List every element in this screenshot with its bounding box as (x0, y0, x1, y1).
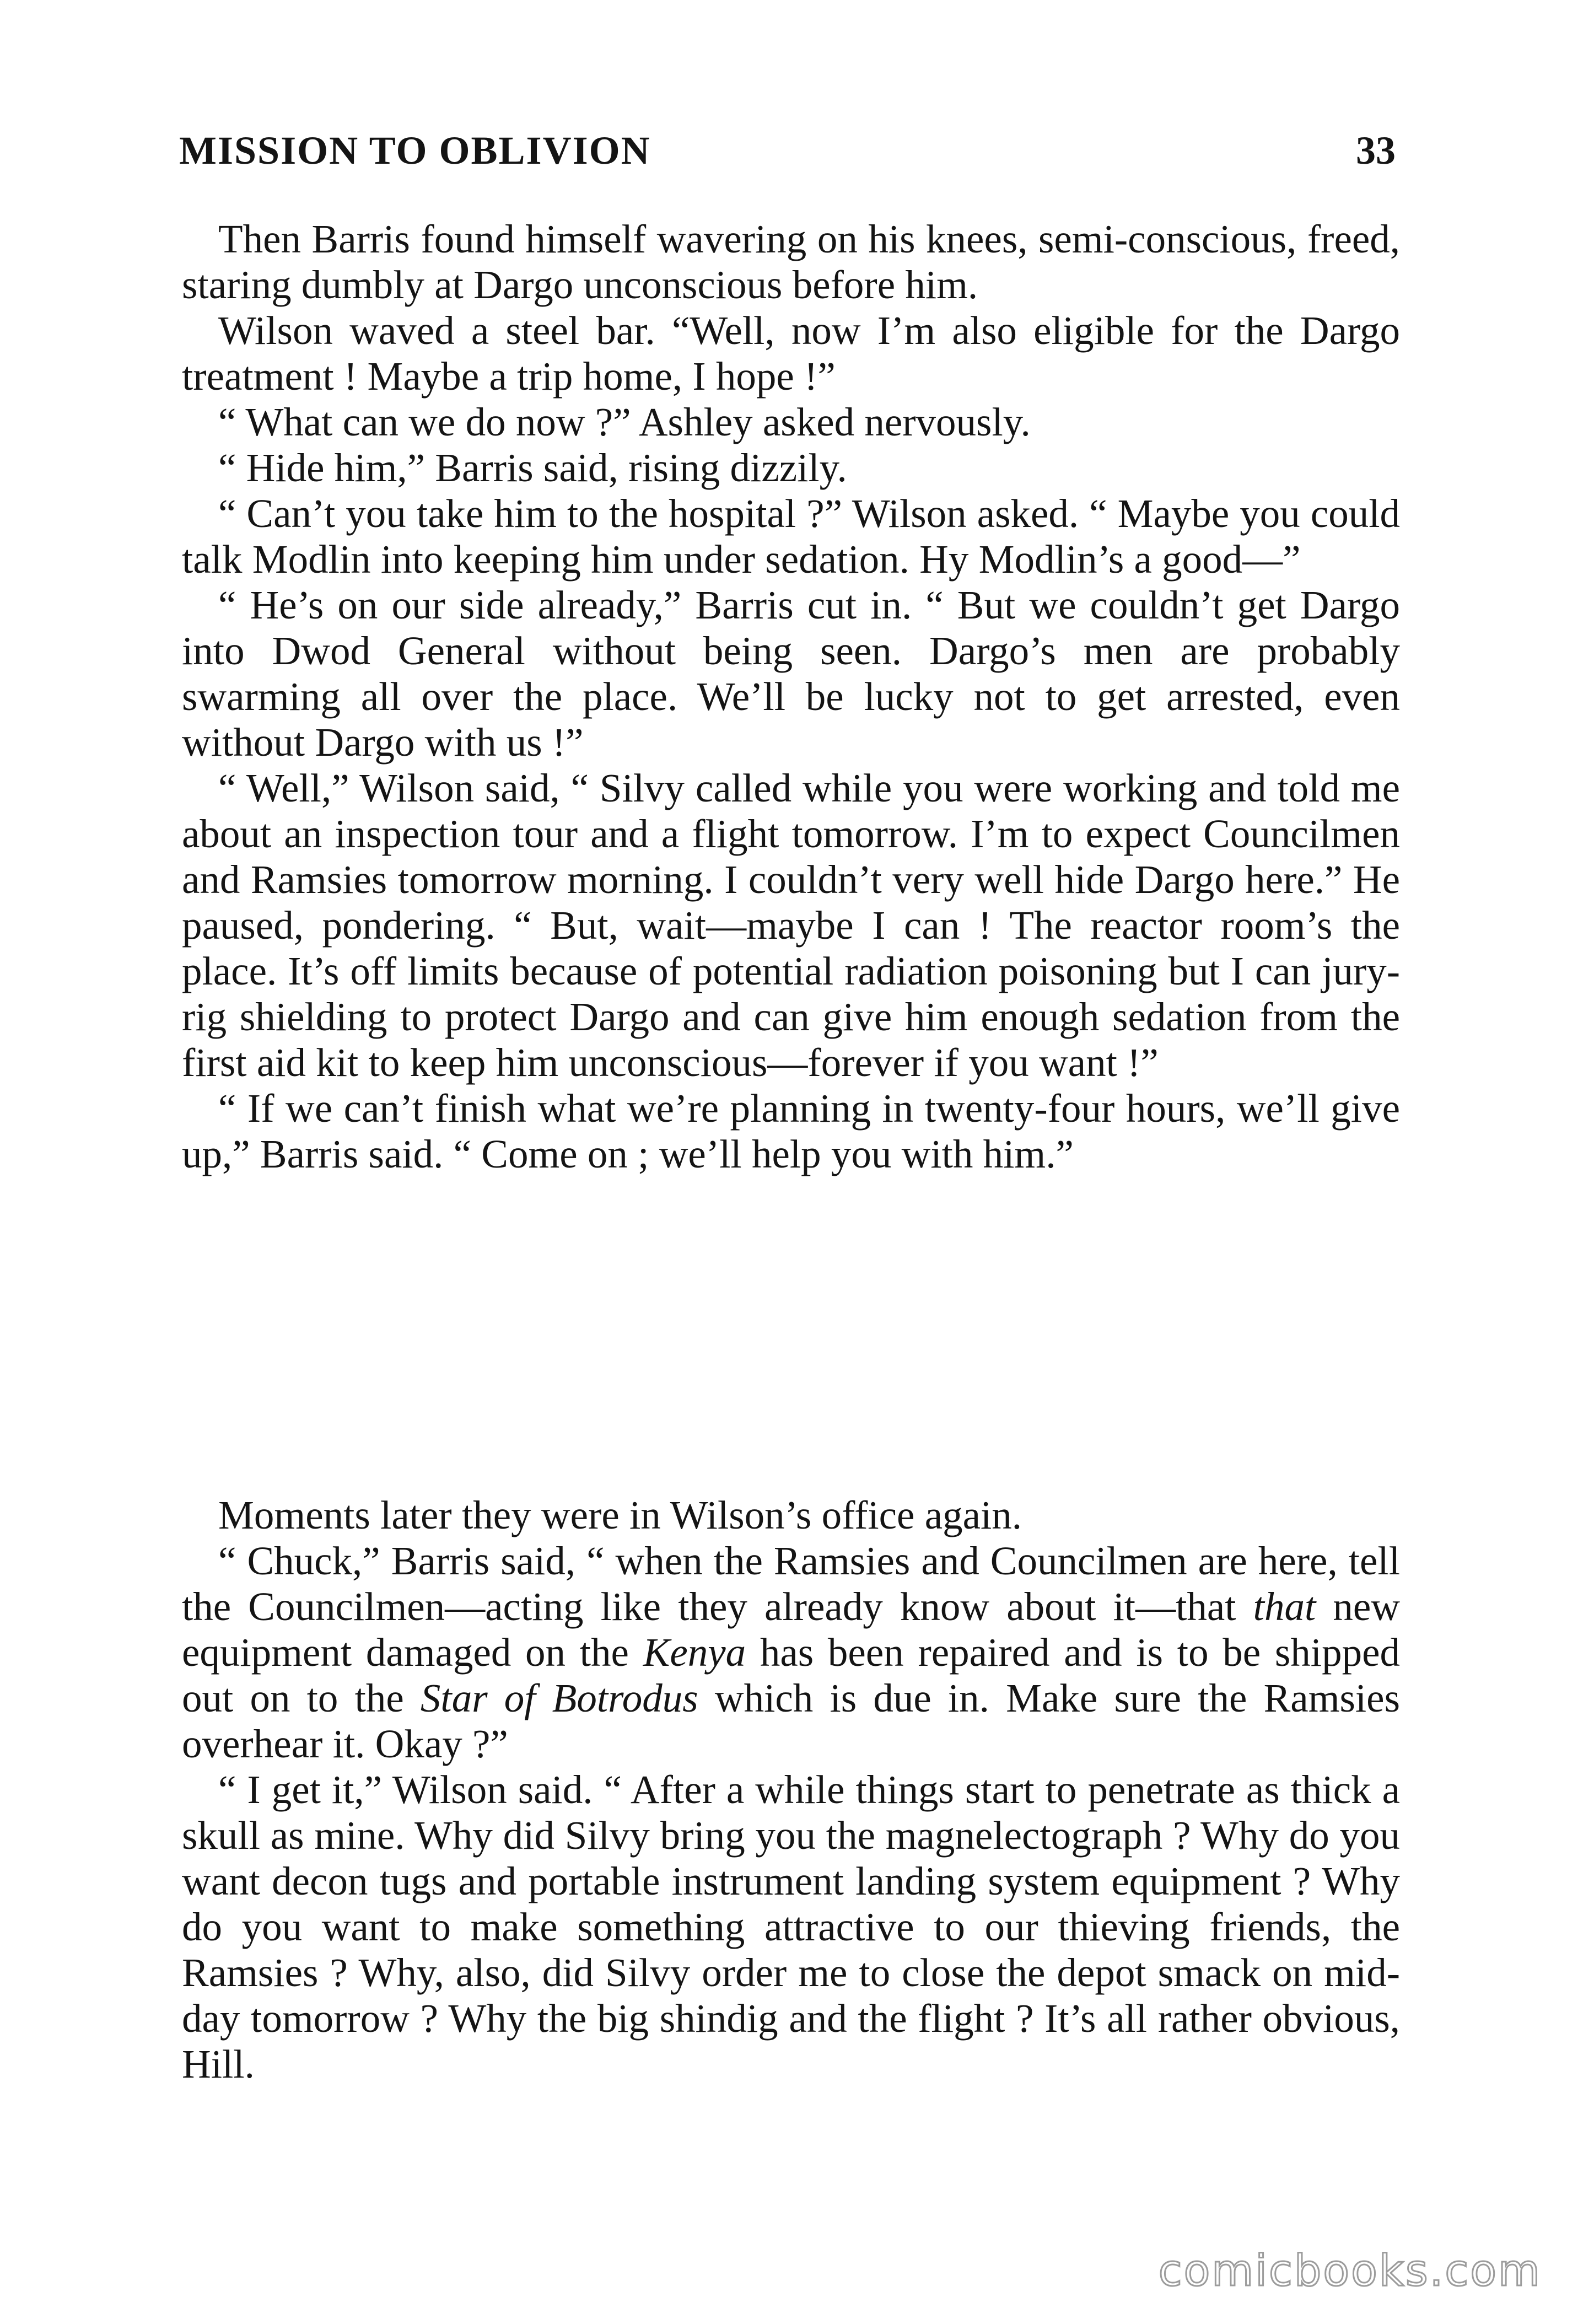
text-section-1 (182, 216, 1400, 1177)
paragraph: “ What can we do now ?” Ashley asked nervously. (218, 400, 1031, 444)
paragraph-text: which is due in. Make sure the Ramsies overhear it. Okay ?” (182, 1676, 1400, 1766)
paragraph: “ Can’t you take him to the hospital ?” Wilson asked. “ Maybe you could talk Modlin into keeping him under sedation. Hy Modlin’s a good—” (182, 491, 1400, 582)
site-watermark: comicbooks.com (1158, 2246, 1542, 2296)
text-section-2 (182, 1492, 1400, 2087)
paragraph-text: new equipment damaged on the (182, 1584, 1400, 1675)
paragraph-text: “ Chuck,” Barris said, “ when the Ramsies and Councilmen are here, tell the Councilmen—acting like they already know about it—that (182, 1538, 1400, 1629)
paragraph: Then Barris found himself wavering on his knees, semi-conscious, freed, staring dumbly at Dargo unconscious before him. (182, 217, 1400, 307)
paragraph: “ He’s on our side already,” Barris cut in. “ But we couldn’t get Dargo into Dwod General without being seen. Dargo’s men are probably swarming all over the place. We’ll be lucky not to get arrested, even without Dargo with us !” (182, 583, 1400, 765)
paragraph-text: has been repaired and is to be shipped out on to the (182, 1630, 1400, 1720)
paragraph: Moments later they were in Wilson’s office again. (218, 1493, 1022, 1537)
paragraph: “ I get it,” Wilson said. “ After a while things start to penetrate as thick a skull as mine. Why did Silvy bring you the magnelectograph ? Why do you want decon tugs and portable instrument landing system equipment ? Why do you want to make something attractive to our thieving friends, the Ramsies ? Why, also, did Silvy order me to close the depot smack on mid-day tomorrow ? Why the big shindig and the flight ? It’s all rather obvious, Hill. (182, 1767, 1400, 2086)
page-number: 33 (1356, 128, 1396, 173)
paragraph: Wilson waved a steel bar. “Well, now I’m also eligible for the Dargo treatment ! Maybe a trip home, I hope !” (182, 308, 1400, 399)
paragraph (182, 1538, 1400, 1767)
ship-name-star-of-botrodus: Star of Botrodus (420, 1676, 698, 1720)
ship-name-kenya: Kenya (643, 1630, 746, 1675)
paragraph: “ Hide him,” Barris said, rising dizzily. (218, 445, 847, 490)
running-head-title: MISSION TO OBLIVION (179, 128, 651, 173)
italic-word: that (1253, 1584, 1316, 1629)
paragraph: “ Well,” Wilson said, “ Silvy called while you were working and told me about an inspection tour and a flight tomorrow. I’m to expect Councilmen and Ramsies tomorrow morning. I couldn’t very well hide Dargo here.” He paused, pondering. “ But, wait—maybe I can ! The reactor room’s the place. It’s off limits because of potential radiation poisoning but I can jury-rig shielding to protect Dargo and can give him enough sedation from the first aid kit to keep him unconscious—forever if you want !” (182, 766, 1400, 1085)
paragraph: “ If we can’t finish what we’re planning in twenty-four hours, we’ll give up,” Barris said. “ Come on ; we’ll help you with him.” (182, 1086, 1400, 1176)
